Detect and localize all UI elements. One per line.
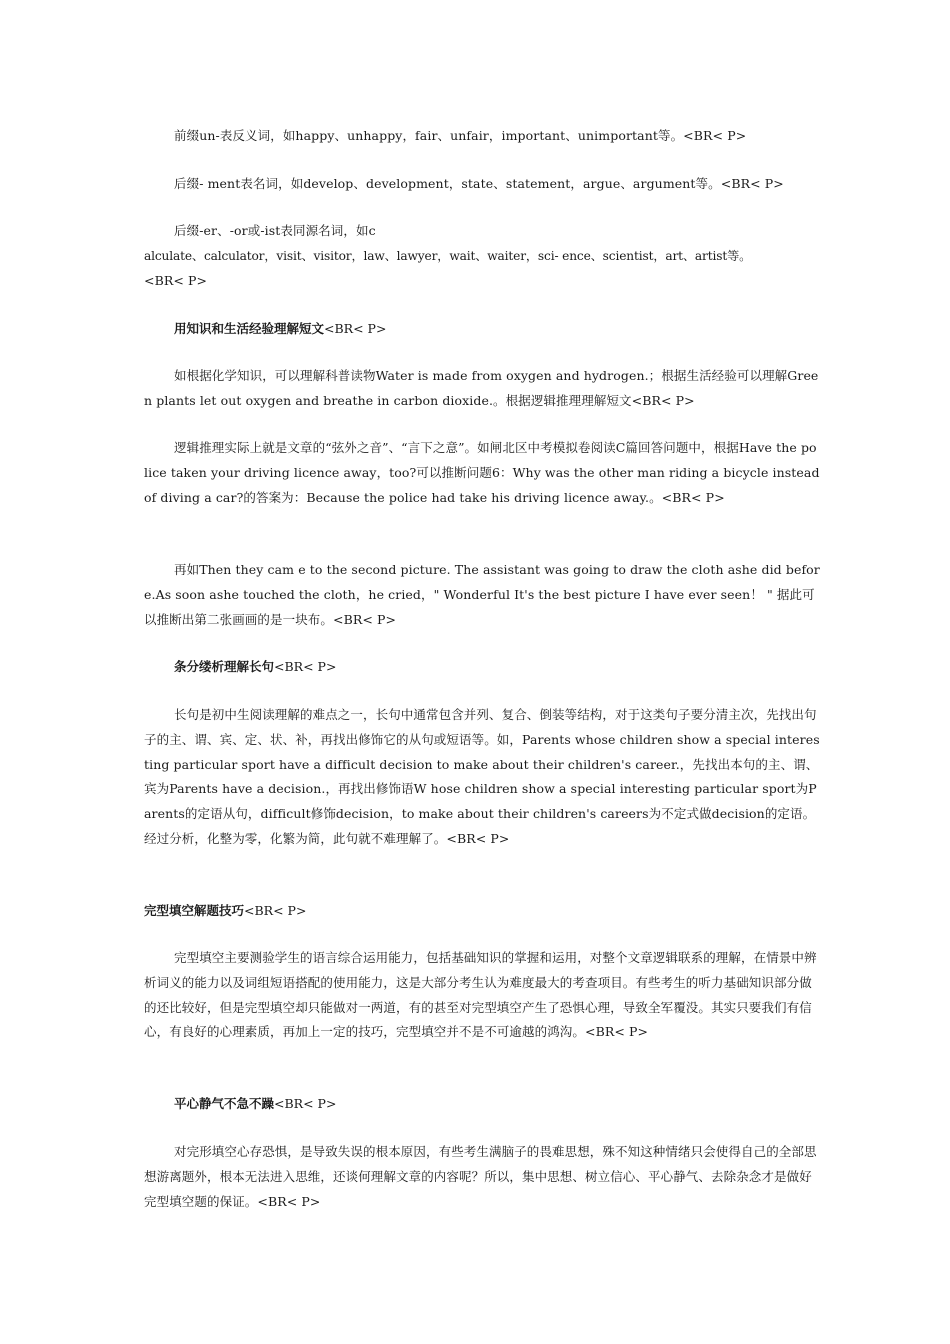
heading-tag: <BR< P> xyxy=(324,321,387,336)
paragraph-calm: 对完形填空心存恐惧，是导致失误的根本原因，有些考生满脑子的畏难思想，殊不知这种情绪只会使得自己的全部思想游离题外，根本无法进入思维，还谈何理解文章的内容呢？所以，集中思想、树立信心、平心静气、去除杂念才是做好完型填空题的保证。<BR< P> xyxy=(144,1144,817,1209)
paragraph-suffix-er-or-ist xyxy=(144,219,820,293)
paragraph-line: alculate、calculator，visit、visitor，law、lawyer，wait、waiter，sci- ence、scientist，art、artist等。 xyxy=(144,248,752,263)
heading-tag: <BR< P> xyxy=(274,659,337,674)
paragraph-cloze-intro: 完型填空主要测验学生的语言综合运用能力，包括基础知识的掌握和运用，对整个文章逻辑联系的理解，在情景中辨析词义的能力以及词组短语搭配的使用能力，这是大部分考生认为难度最大的考查项目。有些考生的听力基础知识部分做的还比较好，但是完型填空却只能做对一两道，有的甚至对完型填空产生了恐惧心理，导致全军覆没。其实只要我们有信心，有良好的心理素质，再加上一定的技巧，完型填空并不是不可逾越的鸿沟。<BR< P> xyxy=(144,950,817,1040)
section-heading-long-sentence xyxy=(144,655,820,680)
heading-text: 条分缕析理解长句 xyxy=(174,659,275,674)
paragraph-long-sentence: 长句是初中生阅读理解的难点之一，长句中通常包含并列、复合、倒装等结构，对于这类句子要分清主次，先找出句子的主、谓、宾、定、状、补，再找出修饰它的从句或短语等。如，Parents whose children show a special interesting particular sport have a difficult decision to make about their children's career.，先找出本句的主、谓、宾为Parents have a decision.，再找出修饰语W hose children show a special interesting particular sport为Parents的定语从句，difficult修饰decision，to make about their children's careers为不定式做decision的定语。经过分析，化整为零，化繁为简，此句就不难理解了。<BR< P> xyxy=(144,707,820,846)
paragraph-suffix-ment: 后缀- ment表名词，如develop、development，state、statement，argue、argument等。<BR< P> xyxy=(174,176,784,191)
paragraph-prefix-un: 前缀un-表反义词，如happy、unhappy，fair、unfair，important、unimportant等。<BR< P> xyxy=(174,128,747,143)
heading-tag: <BR< P> xyxy=(274,1096,337,1111)
heading-tag: <BR< P> xyxy=(244,903,307,918)
section-heading-calm xyxy=(144,1092,820,1117)
section-heading-knowledge xyxy=(144,317,820,342)
heading-text: 用知识和生活经验理解短文 xyxy=(174,321,325,336)
paragraph-picture-example: 再如Then they cam e to the second picture. The assistant was going to draw the cloth ashe did before.As soon ashe touched the cloth，he cried，" Wonderful It's the best picture I have ever seen！ " 据此可以推断出第二张画画的是一块布。<BR< P> xyxy=(144,562,820,627)
section-heading-cloze xyxy=(144,899,820,924)
paragraph-line: <BR< P> xyxy=(144,272,208,288)
paragraph-chemistry-example: 如根据化学知识，可以理解科普读物Water is made from oxygen and hydrogen.；根据生活经验可以理解Green plants let out oxygen and breathe in carbon dioxide.。根据逻辑推理理解短文<BR< P> xyxy=(144,368,819,408)
heading-text: 完型填空解题技巧 xyxy=(144,903,245,918)
paragraph-logic-reasoning: 逻辑推理实际上就是文章的“弦外之音”、“言下之意”。如闸北区中考模拟卷阅读C篇回答问题中，根据Have the police taken your driving licence away，too?可以推断问题6：Why was the other man riding a bicycle instead of diving a car?的答案为：Because the police had take his driving licence away.。<BR< P> xyxy=(144,440,820,505)
paragraph-line: 后缀-er、-or或-ist表同源名词，如c xyxy=(174,223,376,238)
heading-text: 平心静气不急不躁 xyxy=(174,1096,275,1111)
